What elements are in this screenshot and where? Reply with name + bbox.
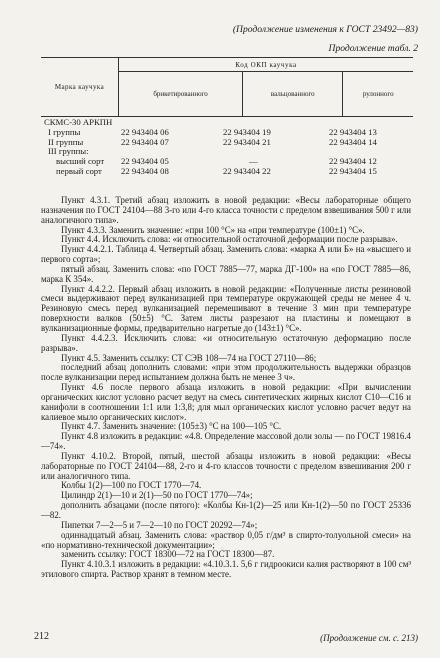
paragraph: Колбы 1(2)—100 по ГОСТ 1770—74. [61, 480, 202, 491]
continuation-note: (Продолжение см. с. 213) [320, 633, 418, 643]
paragraph: Пункт 4.5. Заменить ссылку: СТ СЭВ 108—74 на ГОСТ 27110—86; [61, 352, 317, 363]
paragraph: Цилиндр 2(1)—10 и 2(1)—50 по ГОСТ 1770—74»; [61, 490, 253, 501]
paragraph: Пункт 4.4. Исключить слова: «и относительной остаточной деформации после разрыва». [61, 234, 398, 245]
cell-briquette: 22 943404 06 [121, 126, 169, 137]
cell-rolled: 22 943404 19 [223, 126, 271, 137]
row-label: первый сорт [56, 165, 102, 176]
paragraph: заменить ссылку: ГОСТ 18300—72 на ГОСТ 18300—87. [61, 549, 275, 560]
row-label: СКМС-30 АРКПН [44, 117, 113, 127]
cell-roll: 22 943404 13 [329, 126, 377, 137]
paragraph: Пункт 4.3.1. Третий абзац изложить в новой редакции: «Весы лабораторные общего назначения по ГОСТ 24104—88 3-го или 4-го класса точности с пределом взвешивания 500 г или аналогичного типа». [41, 195, 411, 225]
row-label: III группы: [48, 146, 89, 157]
column-header-brand: Марка каучука [41, 58, 119, 117]
paragraph: Пункт 4.4.2.3. Исключить слова: «и относительную остаточную деформацию после разрыва». [41, 332, 411, 353]
table-continuation-label: Продолжение табл. 2 [328, 43, 418, 54]
cell-rolled: 22 943404 21 [223, 136, 271, 147]
page-number: 212 [34, 631, 49, 642]
cell-roll: 22 943404 12 [329, 156, 377, 167]
cell-briquette: 22 943404 07 [121, 136, 169, 147]
cell-briquette: 22 943404 08 [121, 165, 169, 176]
cell-rolled: — [249, 156, 258, 167]
okp-code-table [41, 57, 413, 117]
cell-rolled [223, 147, 271, 157]
row-label: высший сорт [56, 156, 105, 167]
running-header: (Продолжение изменения к ГОСТ 23492—83) [232, 24, 418, 35]
cell-roll: 22 943404 14 [329, 136, 377, 147]
paragraph: Пункт 4.10.3.1 изложить в редакции: «4.10.3.1. 5,6 г гидроокиси калия растворяют в 100 см³ этилового спирта. Раствор хранят в темном месте. [41, 559, 411, 580]
cell-rolled: 22 943404 22 [223, 165, 271, 176]
paragraph: Пипетки 7—2—5 и 7—2—10 по ГОСТ 20292—74»; [61, 519, 258, 530]
paragraph: Пункт 4.4.2.2. Первый абзац изложить в новой редакции: «Полученные листы резиновой смеси выдерживают перед вулканизацией при температуре окружающей среды не менее 4 ч. Резиновую смесь перед вулканизацией перемешивают в течение 3 мин при температуре поверхности валков (50±5) °С. Затем листы разрезают на пластины и помещают в вулканизационные формы, предварительно нагретые до (143±1) °С». [41, 283, 411, 333]
cell-briquette: 22 943404 05 [121, 156, 169, 167]
paragraph: дополнить абзацами (после пятого): «Колбы Кн-1(2)—25 или Кн-1(2)—50 по ГОСТ 25336—82. [41, 500, 411, 520]
cell-roll: 22 943404 15 [329, 165, 377, 176]
paragraph: Пункт 4.6 после первого абзаца изложить в новой редакции: «При вычислении органических кислот условно расчет ведут на смесь синтетических жирных кислот С10—С16 и канифоли в соотношении 1:1 или 1:3,8; для мыл органических кислот условно расчет ведут на калиевое мыло органических кислот». [41, 382, 411, 422]
table-body [41, 118, 413, 174]
column-header-roll: рулонного [343, 72, 413, 117]
column-header-okp: Код ОКП каучука [119, 58, 414, 72]
paragraph: последний абзац дополнить словами: «при этом продолжительность выдержки образцов после вулканизации перед испытанием должна быть не менее 3 ч». [41, 362, 411, 383]
paragraph: Пункт 4.10.2. Второй, пятый, шестой абзацы изложить в новой редакции: «Весы лабораторные по ГОСТ 24104—88, 2-го и 4-го классов точности с пределом взвешивания 200 г или аналогичного типа. [41, 450, 411, 481]
paragraph: Пункт 4.4.2.1. Таблица 4. Четвертый абзац. Заменить слова: «марка А или Б» на «высшего и первого сорта»; [41, 244, 411, 265]
row-label: I группы [48, 126, 81, 137]
paragraph: Пункт 4.8 изложить в редакции: «4.8. Определение массовой доли золы — по ГОСТ 19816.4—74». [41, 431, 411, 452]
paragraph: пятый абзац. Заменить слова: «по ГОСТ 7885—77, марка ДГ-100» на «по ГОСТ 7885—86, марка К 354». [41, 263, 411, 284]
body-text [41, 196, 411, 580]
column-header-rolled: вальцованного [243, 72, 343, 117]
paragraph: Пункт 4.7. Заменить значение: (105±3) °С на 100—105 °С. [61, 421, 282, 432]
paragraph: Пункт 4.3.3. Заменить значение: «при 100 °С» на «при температуре (100±1) °С». [61, 224, 365, 235]
column-header-briquette: брикетированного [119, 72, 243, 117]
paragraph: одиннадцатый абзац. Заменить слова: «раствор 0,05 г/дм³ в спирто-толуольной смеси» на «по нормативно-технической документации»; [41, 529, 411, 550]
row-label: II группы [48, 136, 84, 147]
